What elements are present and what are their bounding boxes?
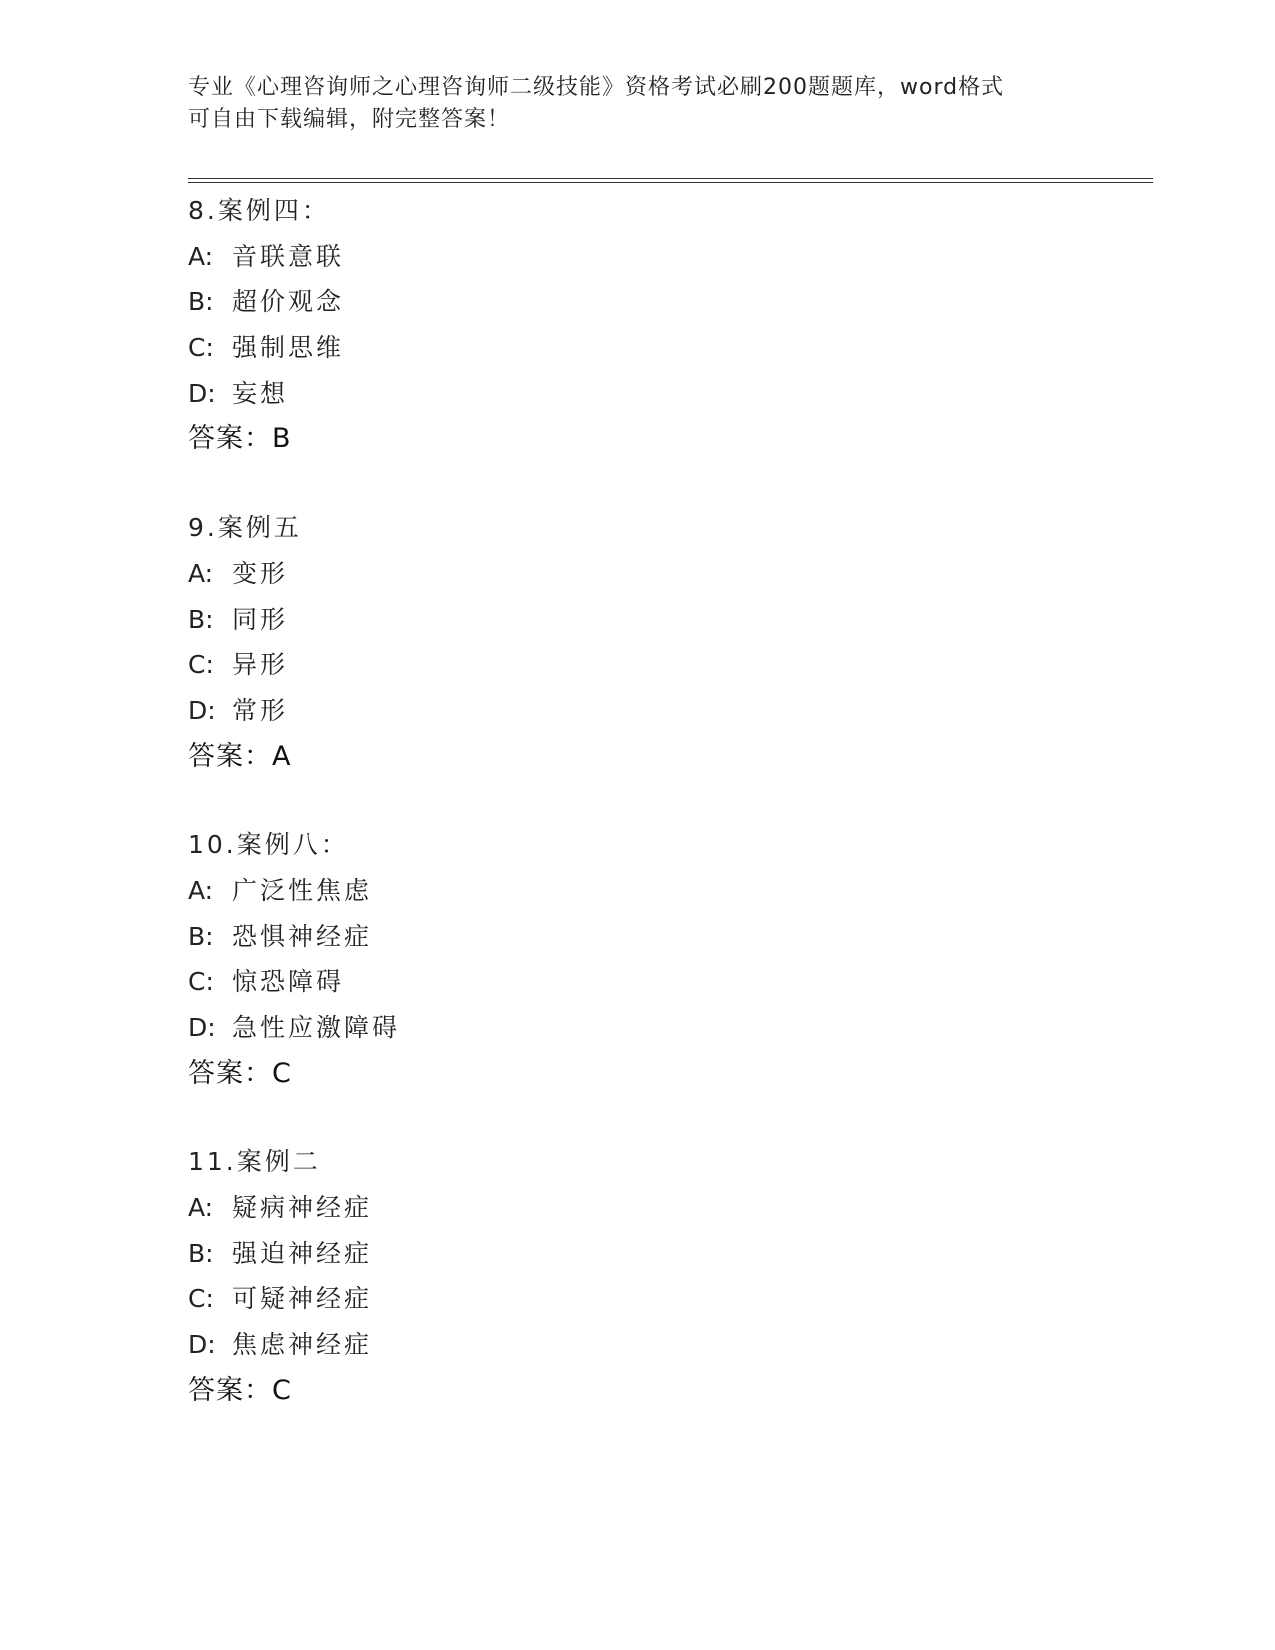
option-b (188, 914, 1088, 960)
option-text: 焦虑神经症 (232, 1330, 373, 1360)
option-a (188, 1185, 1088, 1231)
option-key: A: (188, 558, 214, 588)
option-key: B: (188, 1238, 214, 1268)
question-title: 8.案例四： (188, 196, 330, 225)
option-key: A: (188, 875, 214, 905)
question-8 (188, 188, 1088, 462)
answer-line: 答案：B (188, 423, 292, 455)
option-text: 惊恐障碍 (232, 967, 345, 997)
option-text: 异形 (232, 650, 289, 680)
document-header (188, 72, 1088, 136)
option-d (188, 1322, 1088, 1368)
option-text: 广泛性焦虑 (232, 875, 373, 905)
question-title: 10.案例八： (188, 830, 349, 860)
question-10 (188, 822, 1088, 1096)
option-b (188, 597, 1088, 643)
option-key: B: (188, 604, 214, 634)
option-text: 急性应激障碍 (232, 1013, 401, 1042)
option-key: D: (188, 1330, 216, 1360)
question-list (188, 188, 1088, 1457)
option-key: A: (188, 241, 214, 271)
option-c (188, 959, 1088, 1005)
option-key: D: (188, 695, 216, 725)
option-text: 强制思维 (232, 333, 345, 363)
option-key: A: (188, 1193, 214, 1223)
question-title: 9.案例五 (188, 513, 302, 543)
option-key: D: (188, 378, 216, 408)
option-a (188, 234, 1088, 280)
option-text: 常形 (232, 695, 289, 725)
option-c (188, 325, 1088, 371)
option-text: 疑病神经症 (232, 1193, 373, 1223)
option-text: 音联意联 (232, 241, 345, 271)
question-11 (188, 1139, 1088, 1413)
question-9 (188, 505, 1088, 779)
option-key: C: (188, 967, 214, 997)
answer-line: 答案：C (188, 1057, 292, 1089)
option-key: C: (188, 1284, 214, 1314)
option-text: 同形 (232, 604, 289, 634)
option-text: 超价观念 (232, 287, 345, 317)
answer-line: 答案：A (188, 740, 292, 772)
option-b (188, 1231, 1088, 1277)
option-c (188, 1276, 1088, 1322)
option-key: B: (188, 287, 214, 317)
option-d (188, 371, 1088, 417)
header-divider-top (188, 178, 1153, 179)
option-key: D: (188, 1013, 216, 1042)
option-a (188, 551, 1088, 597)
option-key: B: (188, 921, 214, 951)
option-a (188, 868, 1088, 914)
option-c (188, 642, 1088, 688)
option-text: 妄想 (232, 378, 289, 408)
header-line-1: 专业《心理咨询师之心理咨询师二级技能》资格考试必刷200题题库，word格式 (188, 75, 1005, 100)
option-text: 可疑神经症 (232, 1284, 373, 1314)
option-b (188, 279, 1088, 325)
answer-line: 答案：C (188, 1374, 292, 1406)
option-d (188, 1005, 1088, 1051)
option-text: 强迫神经症 (232, 1238, 373, 1268)
option-key: C: (188, 650, 214, 680)
option-d (188, 688, 1088, 734)
option-key: C: (188, 333, 214, 363)
header-line-2: 可自由下载编辑，附完整答案！ (188, 107, 511, 132)
option-text: 恐惧神经症 (232, 921, 373, 951)
question-title: 11.案例二 (188, 1147, 321, 1177)
header-divider-bottom (188, 182, 1153, 183)
option-text: 变形 (232, 558, 289, 588)
